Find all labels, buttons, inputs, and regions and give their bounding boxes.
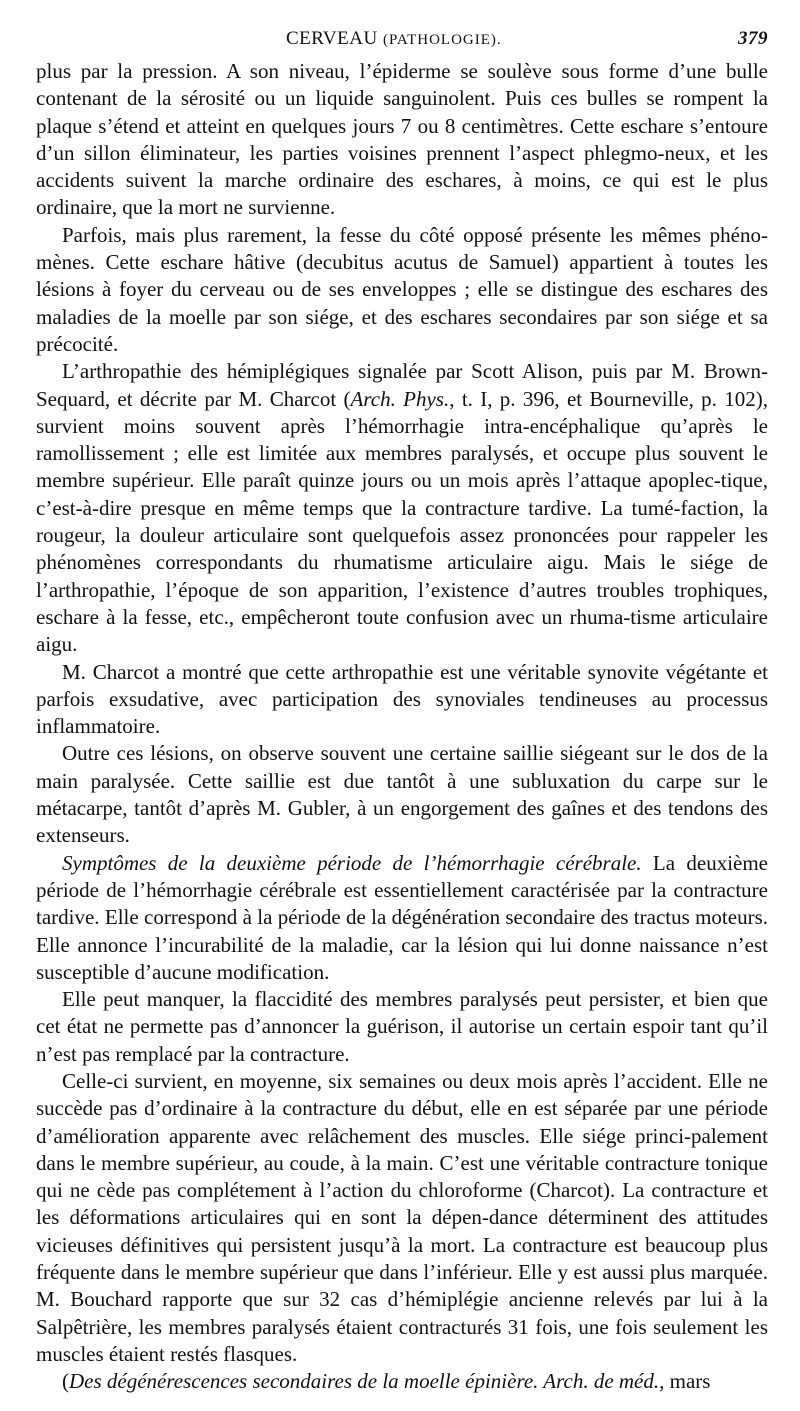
- paragraph-1: plus par la pression. A son niveau, l’épiderme se soulève sous forme d’une bulle contenant de la sérosité ou un liquide sanguinolent. Puis ces bulles se rompent la plaque s’étend et atteint en quelques jours 7 ou 8 centimètres. Cette eschare s’entoure d’un sillon éliminateur, les parties voisines prennent l’aspect phlegmo-neux, et les accidents suivent la marche ordinaire des eschares, à moins, ce qui est le plus ordinaire, que la mort ne survienne.: [36, 59, 768, 220]
- running-title: [286, 28, 502, 50]
- paragraph-3-citation: Arch. Phys.: [350, 386, 450, 411]
- paragraph-9-after: , mars: [659, 1369, 711, 1394]
- paragraph-9-open: (: [62, 1369, 69, 1394]
- paragraph-6: [36, 850, 768, 986]
- page-number: 379: [738, 28, 768, 49]
- paragraph-9-citation: Des dégénérescences secondaires de la moelle épinière. Arch. de méd.: [69, 1369, 660, 1394]
- body-text: [36, 58, 768, 1396]
- running-title-subtitle: (PATHOLOGIE).: [382, 32, 502, 48]
- paragraph-2: Parfois, mais plus rarement, la fesse du côté opposé présente les mêmes phéno-mènes. Cette eschare hâtive (decubitus acutus de Samuel) appartient à toutes les lésions à foyer du cerveau ou de ses enveloppes ; elle se distingue des eschares des maladies de la moelle par son siége, et des eschares secondaires par son siége et sa précocité.: [36, 222, 768, 356]
- paragraph-4: M. Charcot a montré que cette arthropathie est une véritable synovite végétante et parfois exsudative, avec participation des synoviales tendineuses au processus inflammatoire.: [36, 659, 768, 739]
- paragraph-3: [36, 358, 768, 658]
- paragraph-6-text: La deuxième période de l’hémorrhagie cérébrale est essentiellement caractérisée par la contracture tardive. Elle correspond à la période de la dégénération secondaire des tractus moteurs. Elle annonce l’incurabilité de la maladie, car la lésion qui lui donne naissance n’est susceptible d’aucune modification.: [36, 850, 768, 984]
- paragraph-3-text-before: L’arthropathie des hémiplégiques signalée par Scott Alison, puis par M. Brown-Sequard, et décrite par M. Charcot (: [36, 359, 768, 411]
- paragraph-9: [36, 1368, 768, 1395]
- paragraph-5: Outre ces lésions, on observe souvent une certaine saillie siégeant sur le dos de la main paralysée. Cette saillie est due tantôt à une subluxation du carpe sur le métacarpe, tantôt d’après M. Gubler, à un engorgement des gaînes et des tendons des extenseurs.: [36, 741, 768, 848]
- paragraph-3-text-after: , t. I, p. 396, et Bourneville, p. 102), survient moins souvent après l’hémorrhagie intra-encéphalique qu’après le ramollissement ; elle est limitée aux membres paralysés, et occupe plus souvent le membre supérieur. Elle paraît quinze jours ou un mois après l’attaque apoplec-tique, c’est-à-dire presque en même temps que la contracture tardive. La tumé-faction, la rougeur, la douleur articulaire sont quelquefois assez prononcées pour rappeler les phénomènes correspondants du rhumatisme articulaire aigu. Mais le siége de l’arthropathie, l’époque de son apparition, l’existence d’autres troubles trophiques, eschare à la fesse, etc., empêcheront toute confusion avec un rhuma-tisme articulaire aigu.: [36, 386, 768, 657]
- paragraph-7: Elle peut manquer, la flaccidité des membres paralysés peut persister, et bien que cet état ne permette pas d’annoncer la guérison, il autorise un certain espoir tant qu’il n’est pas remplacé par la contracture.: [36, 987, 768, 1066]
- running-head: [36, 28, 768, 58]
- paragraph-8: Celle-ci survient, en moyenne, six semaines ou deux mois après l’accident. Elle ne succède pas d’ordinaire à la contracture du début, elle en est séparée par une période d’amélioration apparente avec relâchement des muscles. Elle siége princi-palement dans le membre supérieur, au coude, à la main. C’est une véritable contracture tonique qui ne cède pas complétement à l’action du chloroforme (Charcot). La contracture et les déformations articulaires qui en sont la dépen-dance déterminent des attitudes vicieuses définitives qui persistent jusqu’à la mort. La contracture est beaucoup plus fréquente dans le membre supérieur que dans l’inférieur. Elle y est aussi plus marquée. M. Bouchard rapporte que sur 32 cas d’hémiplégie ancienne relevés par lui à la Salpêtrière, les membres paralysés étaient contracturés 31 fois, une fois seulement les muscles étaient restés flasques.: [36, 1068, 768, 1366]
- section-heading: Symptômes de la deuxième période de l’hémorrhagie cérébrale.: [62, 850, 642, 875]
- book-page: [36, 28, 768, 1396]
- running-title-main: CERVEAU: [286, 28, 378, 49]
